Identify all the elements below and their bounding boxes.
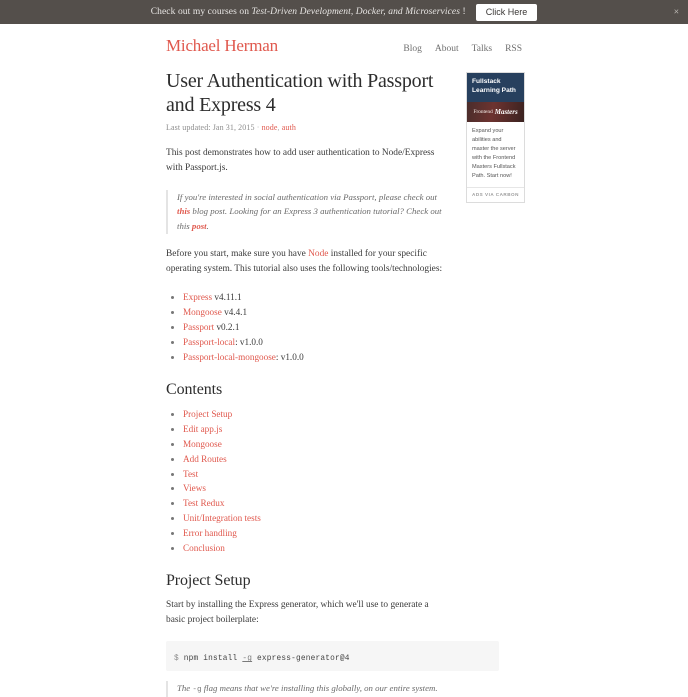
nav-item-rss[interactable]: RSS [505,44,522,54]
ad-logo-secondary: Masters [494,107,518,116]
ad-headline: Fullstack Learning Path [467,73,524,102]
post-tag-node[interactable]: node [261,123,278,133]
ad-footer-label: ADS VIA CARBON [467,187,524,202]
note-code-flag: -g [192,686,202,695]
post-intro-paragraph: This post demonstrates how to add user authentication to Node/Express with Passport.js. [166,148,435,174]
ad-logo-band [467,102,524,122]
note-part2: flag means that we're installing this globally, on our entire system. [201,683,438,694]
tool-version-mongoose: v4.4.1 [221,307,248,318]
page-container [166,70,522,697]
project-setup-heading: Project Setup [166,572,251,590]
tool-link-express[interactable]: Express [183,292,213,303]
toc-link-conclusion[interactable]: Conclusion [183,543,225,554]
list-item [183,320,448,335]
list-item [183,335,448,350]
code-line [174,655,350,663]
list-item [183,481,448,496]
social-auth-callout [166,190,448,234]
nav-item-about[interactable]: About [434,44,459,54]
code-arg: express-generator@4 [252,655,350,664]
site-header [166,24,522,62]
callout-link-this[interactable]: this [177,206,191,217]
prereq-part2: installed for your specific operating system. This tutorial also uses the following tools/technologies: [166,248,443,275]
list-item [183,290,448,305]
tool-version-express: v4.11.1 [212,292,242,303]
tool-link-passport-local[interactable]: Passport-local [183,337,236,348]
ad-body-text: Expand your abilities and master the server with the Frontend Masters Fullstack Path. Start now! [472,127,516,180]
promo-text [151,7,466,17]
tool-version-passport-local-mongoose: : v1.0.0 [275,352,304,363]
global-flag-note [166,681,448,697]
list-item [183,350,448,365]
nav-item-blog[interactable]: Blog [403,44,422,54]
code-prompt: $ [174,655,179,664]
tools-list [166,290,448,365]
post-meta: Last updated: Jan 31, 2015 · node, auth [166,123,296,133]
callout-part2: blog post. Looking for an Express 3 authentication tutorial? Check out this [177,206,442,232]
tool-link-passport-local-mongoose[interactable]: Passport-local-mongoose [183,352,276,363]
list-item [183,437,448,452]
project-setup-paragraph: Start by installing the Express generator, which we'll use to generate a basic project boilerplate: [166,600,429,626]
page-title: User Authentication with Passport and Express 4 [166,70,434,116]
tool-link-passport[interactable]: Passport [183,322,215,333]
callout-part3: . [206,221,209,232]
toc-link-add-routes[interactable]: Add Routes [183,453,227,464]
tool-link-mongoose[interactable]: Mongoose [183,307,222,318]
callout-part1: If you're interested in social authentication via Passport, please check out [177,191,437,202]
toc-link-views[interactable]: Views [183,483,206,494]
code-command: npm install [178,655,243,664]
toc-link-mongoose[interactable]: Mongoose [183,438,222,449]
list-item [183,407,448,422]
close-icon[interactable]: × [673,6,679,17]
toc-link-edit-appjs[interactable]: Edit app.js [183,423,223,434]
toc-link-error-handling[interactable]: Error handling [183,528,237,539]
list-item [183,526,448,541]
list-item [183,496,448,511]
toc-link-test[interactable]: Test [183,468,199,479]
post-tag-auth[interactable]: auth [281,123,296,133]
promo-text-before: Check out my courses on [150,7,252,17]
contents-heading: Contents [166,380,223,398]
meta-separator: · [256,123,260,133]
site-nav [403,44,522,54]
code-flag: -g [242,655,253,664]
ad-logo-primary: Frontend [473,108,493,115]
prereq-part1: Before you start, make sure you have [166,248,309,259]
node-link[interactable]: Node [308,248,329,259]
prerequisites-paragraph [166,247,448,277]
nav-item-talks[interactable]: Talks [471,44,493,54]
callout-link-post[interactable]: post [191,221,207,232]
promo-text-emphasis: Test-Driven Development, Docker, and Microservices [251,7,461,17]
list-item [183,467,448,482]
list-item [183,422,448,437]
code-block-install[interactable] [166,641,499,671]
contents-list [166,407,448,556]
promo-text-after: ! [460,7,466,17]
toc-link-project-setup[interactable]: Project Setup [183,408,233,419]
promo-banner [0,0,688,24]
post-content [166,70,448,697]
post-last-updated: Last updated: Jan 31, 2015 [166,123,255,133]
list-item [183,305,448,320]
list-item [183,541,448,556]
toc-link-unit-integration-tests[interactable]: Unit/Integration tests [183,513,261,524]
list-item [183,511,448,526]
promo-click-here-button[interactable]: Click Here [476,4,538,21]
list-item [183,452,448,467]
tool-version-passport-local: : v1.0.0 [235,337,263,348]
carbon-ad[interactable] [466,72,525,203]
note-part1: The [177,683,193,694]
tool-version-passport: v0.2.1 [214,322,240,333]
toc-link-test-redux[interactable]: Test Redux [183,498,225,509]
site-brand-link[interactable]: Michael Herman [166,36,278,55]
